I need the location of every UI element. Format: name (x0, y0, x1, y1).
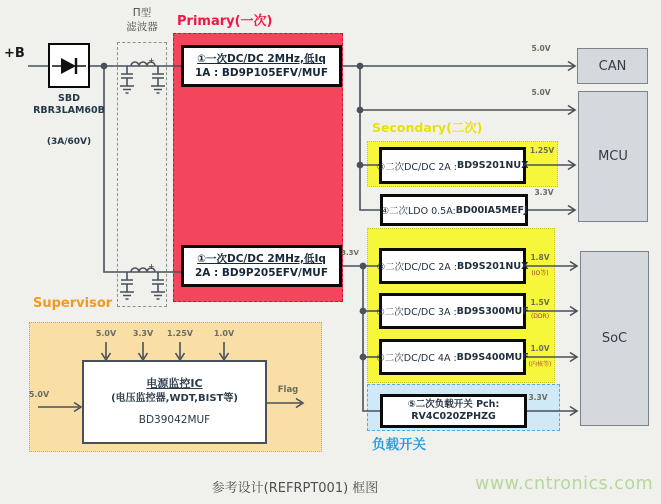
primary-dcdc-2a-part: 2A : BD9P205EFV/MUF (194, 267, 329, 279)
soc-label: SoC (601, 331, 628, 346)
secondary-dcdc-125-block (376, 147, 529, 184)
secondary-dcdc-125-part: BD9S201NUX (457, 160, 529, 171)
voltage-label-125: 1.25V (529, 146, 555, 155)
voltage-label-mcu: 5.0V (531, 88, 551, 97)
secondary-dcdc-125-desc: ③二次DC/DC 2A : (376, 161, 457, 173)
diagram-caption: 参考设计(REFRPT001) 框图 (211, 481, 379, 496)
soc-block (580, 251, 649, 426)
mcu-block (578, 91, 648, 222)
secondary-dcdc-10-desc: ②二次DC/DC 4A : (376, 353, 457, 364)
secondary-ldo-block (380, 194, 528, 226)
load-switch-desc: ⑤二次负载开关 Pch: (407, 398, 500, 410)
primary-dcdc-2a-desc: ①一次DC/DC 2MHz,低Iq (197, 252, 326, 265)
supervisor-in-33: 3.3V (132, 329, 154, 338)
voltage-note-18: (IO等) (531, 270, 549, 277)
secondary-dcdc-18-block (376, 248, 529, 284)
pi-filter-label (117, 7, 167, 34)
secondary-dcdc-10-block (376, 339, 529, 375)
secondary-dcdc-10-part: BD9S400MUF (456, 351, 529, 363)
supervisor-ic-functions: (电压监控器,WDT,BIST等) (111, 392, 238, 404)
can-block (577, 48, 648, 84)
supervisor-ic-part: BD39042MUF (138, 413, 211, 426)
voltage-label-ldo: 3.3V (534, 188, 554, 197)
diode-label (24, 93, 114, 118)
primary-dcdc-1a-block (181, 45, 342, 87)
secondary-dcdc-15-part: BD9S300MUF (456, 305, 529, 317)
diode-name: SBD (58, 93, 80, 104)
diode-rating: (3A/60V) (46, 137, 92, 147)
secondary-dcdc-18-desc: ③二次DC/DC 2A : (376, 262, 457, 273)
voltage-label-15: 1.5V (530, 298, 550, 307)
plus-b-label: +B (4, 46, 25, 61)
diode-part: RBR3LAM60B (33, 105, 105, 117)
voltage-label-10: 1.0V (530, 344, 550, 353)
mcu-label: MCU (598, 149, 628, 164)
supervisor-in-10: 1.0V (213, 329, 235, 338)
secondary-dcdc-18-part: BD9S201NUX (457, 260, 529, 272)
secondary-dcdc-15-block (376, 293, 529, 329)
supervisor-title: Supervisor (33, 296, 113, 311)
supervisor-flag-label: Flag (277, 385, 299, 395)
voltage-label-18: 1.8V (530, 253, 550, 262)
voltage-label-primary2-out: 3.3V (341, 249, 359, 257)
voltage-note-15: (DDR) (530, 313, 550, 320)
diode-icon (52, 54, 86, 78)
voltage-label-load-switch: 3.3V (528, 393, 548, 402)
primary-dcdc-2a-block (181, 245, 342, 287)
load-switch-part: RV4C020ZPHZG (411, 411, 496, 422)
load-switch-title: 负载开关 (372, 437, 426, 453)
load-switch-block (380, 394, 527, 428)
primary-title: Primary(一次) (177, 14, 273, 29)
secondary-dcdc-15-desc: ②二次DC/DC 3A : (376, 307, 457, 318)
can-label: CAN (598, 58, 627, 74)
secondary-ldo-part: BD00IA5MEFJ (455, 204, 528, 216)
primary-dcdc-1a-part: 1A : BD9P105EFV/MUF (194, 67, 329, 79)
pi-filter-label-line1: Π型 (132, 7, 152, 19)
voltage-note-10: (内核等) (528, 361, 552, 368)
pi-filter-label-line2: 滤波器 (126, 20, 158, 33)
pi-filter-region (117, 42, 167, 307)
plus-mark: + (148, 56, 155, 65)
supervisor-in-125: 1.25V (167, 329, 193, 338)
voltage-label-can: 5.0V (531, 44, 551, 53)
diode-box (48, 43, 90, 88)
supervisor-ic-block (82, 360, 267, 444)
watermark: www.cntronics.com (475, 474, 654, 494)
supervisor-ic-title: 电源监控IC (146, 377, 203, 391)
supervisor-in-50: 5.0V (95, 329, 117, 338)
secondary-ldo-desc: ④二次LDO 0.5A: (380, 206, 456, 217)
primary-dcdc-1a-desc: ①一次DC/DC 2MHz,低Iq (197, 52, 326, 65)
supervisor-in-left: 5.0V (28, 390, 50, 399)
secondary-title: Secondary(二次) (372, 120, 483, 135)
plus-mark: + (148, 262, 155, 271)
